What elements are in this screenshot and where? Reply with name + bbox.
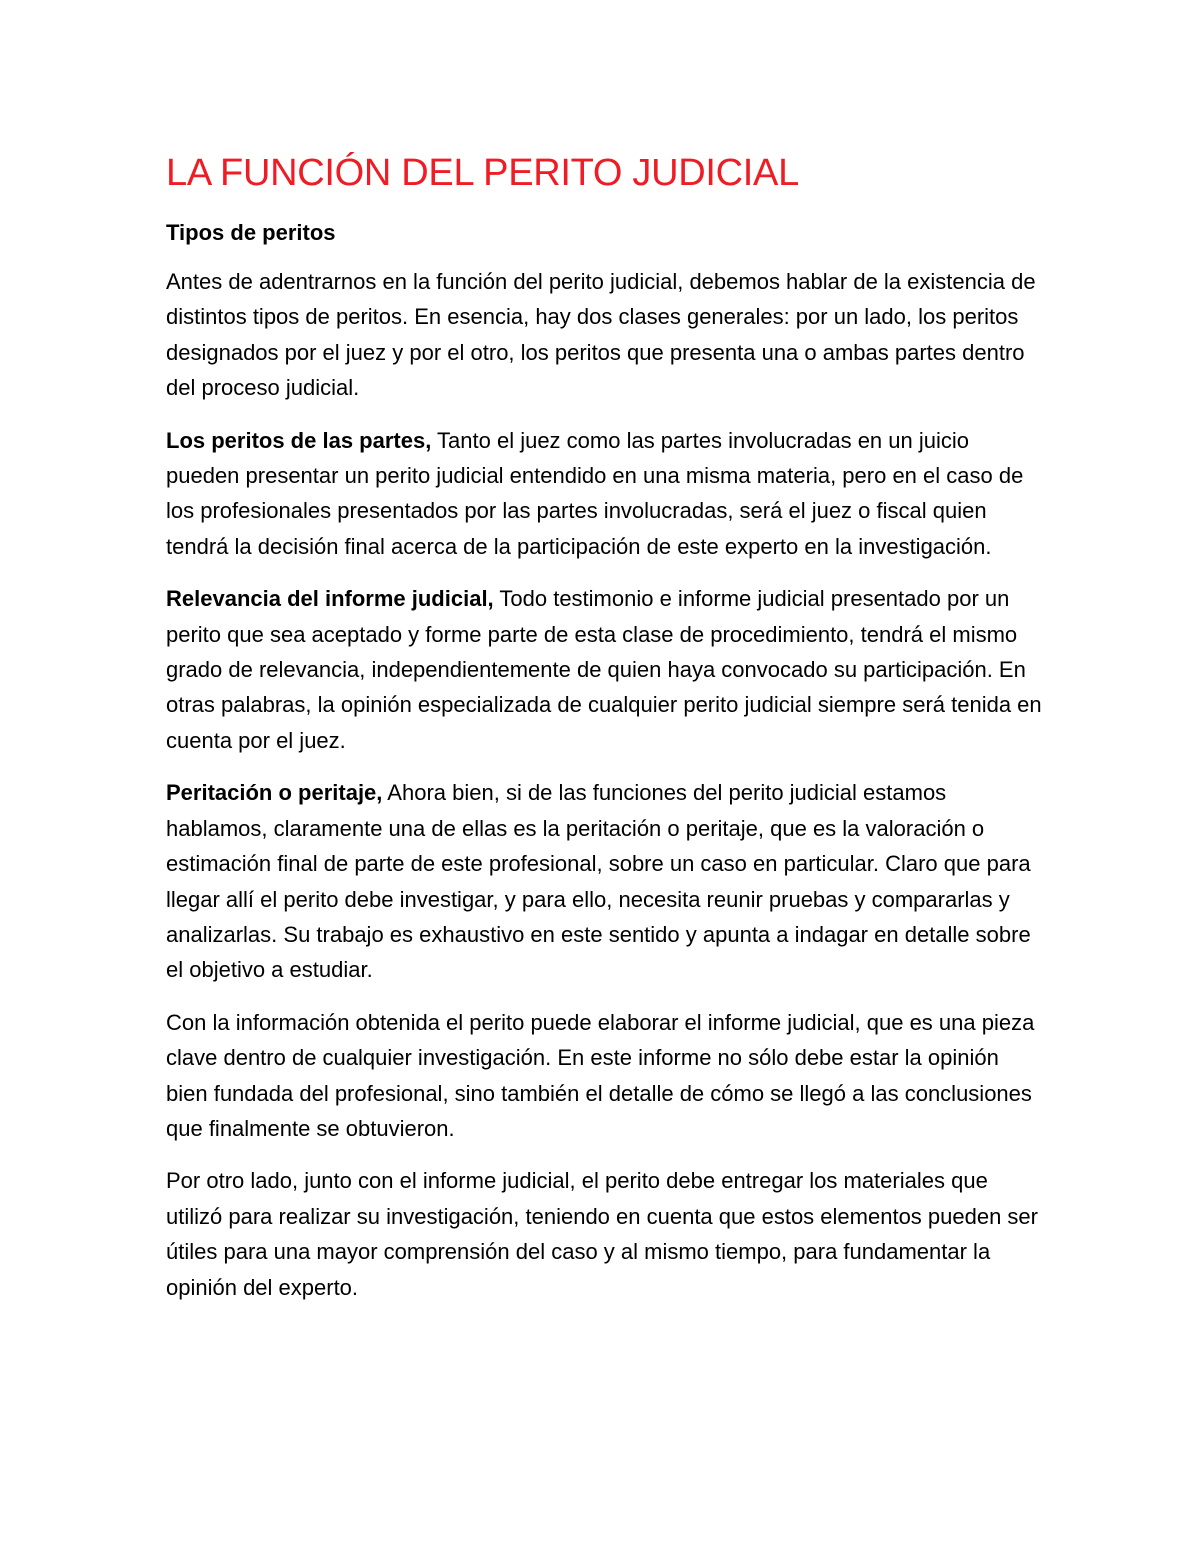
document-title: LA FUNCIÓN DEL PERITO JUDICIAL bbox=[166, 152, 799, 194]
paragraph-text: Tanto el juez como las partes involucradas en un juicio pueden presentar un perito judicial entendido en una misma materia, pero en el caso de los profesionales presentados por las partes involucradas, será el juez o fiscal quien tendrá la decisión final acerca de la participación de este experto en la investigación. bbox=[166, 427, 1024, 559]
paragraph-lead: Peritación o peritaje, bbox=[166, 780, 383, 806]
paragraph-relevancia-informe bbox=[166, 581, 1046, 758]
paragraph-text: Todo testimonio e informe judicial presentado por un perito que sea aceptado y forme parte de esta clase de procedimiento, tendrá el mismo grado de relevancia, independientemente de quien haya convocado su participación. En otras palabras, la opinión especializada de cualquier perito judicial siempre será tenida en cuenta por el juez. bbox=[166, 586, 1042, 753]
paragraph-text: Antes de adentrarnos en la función del perito judicial, debemos hablar de la existencia de distintos tipos de peritos. En esencia, hay dos clases generales: por un lado, los peritos designados por el juez y por el otro, los peritos que presenta una o ambas partes dentro del proceso judicial. bbox=[166, 269, 1036, 401]
paragraph-lead: Los peritos de las partes, bbox=[166, 427, 432, 453]
paragraph-peritos-partes bbox=[166, 423, 1046, 565]
document-body bbox=[166, 145, 1046, 1305]
paragraph-peritacion bbox=[166, 775, 1046, 987]
paragraph-text: Por otro lado, junto con el informe judicial, el perito debe entregar los materiales que utilizó para realizar su investigación, teniendo en cuenta que estos elementos pueden ser útiles para una mayor comprensión del caso y al mismo tiempo, para fundamentar la opinión del experto. bbox=[166, 1168, 1038, 1300]
section-heading: Tipos de peritos bbox=[166, 220, 336, 245]
paragraph-intro bbox=[166, 264, 1046, 406]
paragraph-materiales bbox=[166, 1163, 1046, 1305]
paragraph-informacion-obtenida bbox=[166, 1005, 1046, 1147]
paragraph-text: Ahora bien, si de las funciones del perito judicial estamos hablamos, claramente una de ellas es la peritación o peritaje, que es la valoración o estimación final de parte de este profesional, sobre un caso en particular. Claro que para llegar allí el perito debe investigar, y para ello, necesita reunir pruebas y compararlas y analizarlas. Su trabajo es exhaustivo en este sentido y apunta a indagar en detalle sobre el objetivo a estudiar. bbox=[166, 780, 1031, 983]
paragraph-text: Con la información obtenida el perito puede elaborar el informe judicial, que es una pieza clave dentro de cualquier investigación. En este informe no sólo debe estar la opinión bien fundada del profesional, sino también el detalle de cómo se llegó a las conclusiones que finalmente se obtuvieron. bbox=[166, 1009, 1035, 1141]
paragraph-lead: Relevancia del informe judicial, bbox=[166, 586, 494, 612]
